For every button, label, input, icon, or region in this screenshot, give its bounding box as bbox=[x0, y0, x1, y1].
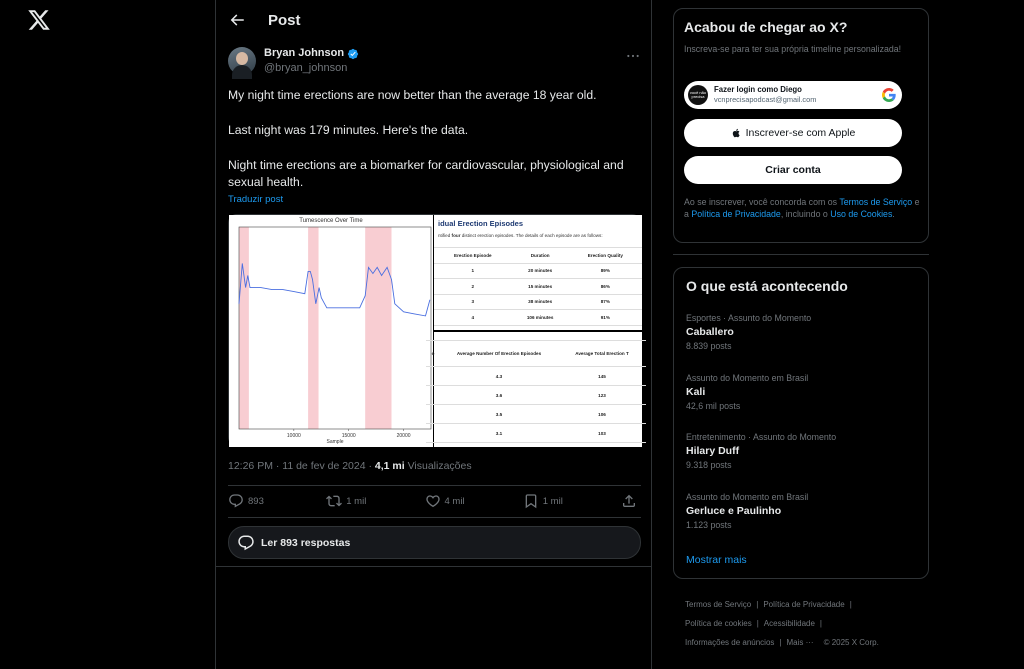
trends-title: O que está acontecendo bbox=[686, 278, 848, 294]
trend-name: Kali bbox=[686, 386, 706, 398]
repost-button[interactable] bbox=[326, 493, 386, 509]
table-header: o bbox=[426, 341, 440, 367]
averages-table-panel[interactable] bbox=[431, 332, 642, 447]
author-name[interactable]: Bryan Johnson bbox=[264, 47, 345, 59]
table-row bbox=[434, 279, 642, 295]
terms-of-service-link[interactable]: Termos de Serviço bbox=[839, 197, 913, 207]
cookie-use-link[interactable]: Uso de Cookies bbox=[830, 209, 893, 219]
bookmark-count: 1 mil bbox=[542, 495, 563, 507]
footer-accessibility-link[interactable]: Acessibilidade bbox=[763, 619, 815, 628]
signup-terms bbox=[684, 196, 922, 220]
trend-name: Gerluce e Paulinho bbox=[686, 505, 782, 517]
divider bbox=[216, 566, 651, 567]
terms-text: Ao se inscrever, você concorda com os bbox=[684, 197, 840, 207]
table-header-row bbox=[434, 248, 642, 264]
divider bbox=[228, 485, 641, 486]
episode-highlight-region bbox=[365, 227, 391, 429]
back-arrow-icon[interactable] bbox=[228, 11, 246, 29]
table-cell: 3.1 bbox=[440, 424, 558, 443]
episode-highlight-region bbox=[308, 227, 318, 429]
table-header: Average Number Of Erection Episodes bbox=[440, 341, 558, 367]
sidebar-divider bbox=[673, 254, 929, 255]
post-author bbox=[228, 46, 641, 76]
episodes-table-desc bbox=[438, 233, 603, 238]
table-header: Erection Episode bbox=[434, 248, 512, 264]
trend-item[interactable] bbox=[686, 372, 916, 412]
google-account-text bbox=[714, 85, 816, 105]
table-header: Duration bbox=[512, 248, 569, 264]
episodes-table-title: idual Erection Episodes bbox=[438, 219, 524, 228]
table-cell: 20 minutes bbox=[512, 263, 569, 279]
chart-title: Tumescence Over Time bbox=[299, 218, 363, 224]
table-cell: 89% bbox=[569, 263, 642, 279]
table-cell bbox=[426, 386, 440, 405]
x-tick-label: 20000 bbox=[396, 433, 411, 439]
episodes-table-panel[interactable] bbox=[434, 215, 642, 330]
post-paragraph-2: Last night was 179 minutes. Here's the data. bbox=[228, 123, 469, 137]
privacy-policy-link[interactable]: Política de Privacidade bbox=[691, 209, 781, 219]
table-header-row bbox=[426, 341, 646, 367]
table-cell: 103 bbox=[558, 424, 646, 443]
author-handle[interactable]: @bryan_johnson bbox=[264, 62, 348, 74]
trend-item[interactable] bbox=[686, 431, 916, 471]
table-cell: 145 bbox=[558, 367, 646, 386]
table-cell: 91% bbox=[569, 310, 642, 326]
desc-pre: ntified bbox=[438, 233, 452, 238]
reply-count: 893 bbox=[248, 495, 264, 507]
table-cell: 106 bbox=[558, 405, 646, 424]
terms-text: , incluindo o bbox=[780, 209, 831, 219]
episode-highlight-region bbox=[239, 227, 249, 429]
bookmark-icon bbox=[523, 493, 539, 509]
signup-title: Acabou de chegar ao X? bbox=[684, 19, 848, 35]
table-row bbox=[426, 386, 646, 405]
table-row bbox=[426, 424, 646, 443]
author-text bbox=[264, 46, 359, 76]
reply-bubble-icon bbox=[237, 534, 255, 552]
like-button[interactable] bbox=[425, 493, 485, 509]
table-cell: 3.6 bbox=[440, 386, 558, 405]
x-tick-label: 10000 bbox=[286, 433, 301, 439]
chart-frame bbox=[239, 227, 431, 429]
post-actions bbox=[228, 493, 641, 509]
table-row bbox=[426, 367, 646, 386]
table-header: Average Total Erection T bbox=[558, 341, 646, 367]
translate-post-link[interactable]: Traduzir post bbox=[228, 194, 284, 205]
share-icon bbox=[621, 493, 637, 509]
table-cell: 38 minutes bbox=[512, 294, 569, 310]
avatar[interactable] bbox=[228, 47, 256, 75]
apple-signup-button[interactable] bbox=[684, 119, 902, 147]
trend-count: 8.839 posts bbox=[686, 341, 732, 351]
page-title: Post bbox=[268, 11, 301, 29]
footer-cookies-link[interactable]: Política de cookies bbox=[685, 619, 752, 628]
like-count: 4 mil bbox=[444, 495, 465, 507]
x-logo-icon[interactable] bbox=[27, 8, 51, 32]
create-account-button[interactable]: Criar conta bbox=[684, 156, 902, 184]
footer-ads-link[interactable]: Informações de anúncios bbox=[685, 638, 775, 647]
post-paragraph-1: My night time erections are now better than the average 18 year old. bbox=[228, 88, 597, 102]
averages-table bbox=[426, 340, 646, 443]
table-cell: 4 bbox=[434, 310, 512, 326]
repost-count: 1 mil bbox=[346, 495, 367, 507]
google-account-email: vcnprecisapodcast@gmail.com bbox=[714, 95, 817, 104]
table-cell: 87% bbox=[569, 294, 642, 310]
table-cell: 123 bbox=[558, 386, 646, 405]
trend-name: Caballero bbox=[686, 326, 734, 338]
bookmark-button[interactable] bbox=[523, 493, 583, 509]
desc-bold: four bbox=[451, 233, 461, 238]
trend-context: Esportes · Assunto do Momento bbox=[686, 313, 812, 323]
post-meta bbox=[228, 460, 472, 472]
footer-separator: | bbox=[779, 638, 782, 647]
read-replies-button[interactable] bbox=[228, 526, 641, 559]
footer-copyright: © 2025 X Corp. bbox=[823, 638, 879, 647]
post-header bbox=[216, 0, 651, 40]
footer-separator: | bbox=[819, 619, 822, 628]
trend-context: Assunto do Momento em Brasil bbox=[686, 492, 809, 502]
footer-privacy-link[interactable]: Política de Privacidade bbox=[763, 600, 845, 609]
table-cell bbox=[426, 424, 440, 443]
footer-row bbox=[685, 633, 925, 652]
table-cell: 4.3 bbox=[440, 367, 558, 386]
table-cell: 15 minutes bbox=[512, 279, 569, 295]
x-tick-label: 15000 bbox=[341, 433, 356, 439]
verified-badge-icon bbox=[347, 48, 359, 60]
table-row bbox=[426, 405, 646, 424]
footer-more-link[interactable]: Mais ··· bbox=[786, 638, 814, 647]
trend-item[interactable] bbox=[686, 312, 916, 352]
apple-signup-label: Inscrever-se com Apple bbox=[745, 127, 856, 139]
footer-separator: | bbox=[756, 619, 759, 628]
terms-text: . bbox=[892, 209, 895, 219]
desc-post: distinct erection episodes. The details of each episode are as follows: bbox=[460, 233, 603, 238]
trend-context: Entretenimento · Assunto do Momento bbox=[686, 432, 837, 442]
trend-count: 1.123 posts bbox=[686, 520, 732, 530]
post-timestamp[interactable]: 12:26 PM · 11 de fev de 2024 · bbox=[228, 460, 375, 472]
share-button[interactable] bbox=[621, 493, 641, 509]
footer-separator: | bbox=[756, 600, 759, 609]
left-nav bbox=[0, 0, 215, 669]
footer-terms-link[interactable]: Termos de Serviço bbox=[685, 600, 752, 609]
x-axis-label: Sample bbox=[326, 439, 344, 445]
views-label: Visualizações bbox=[404, 460, 472, 472]
table-cell: 2 bbox=[434, 279, 512, 295]
footer-row bbox=[685, 595, 925, 614]
terms-text: e a bbox=[684, 197, 920, 219]
more-options-icon[interactable] bbox=[625, 48, 641, 64]
trend-count: 42,6 mil posts bbox=[686, 401, 741, 411]
footer bbox=[685, 595, 925, 652]
trend-context: Assunto do Momento em Brasil bbox=[686, 373, 809, 383]
repost-icon bbox=[326, 493, 342, 509]
heart-icon bbox=[425, 493, 441, 509]
signup-subtitle: Inscreva-se para ter sua própria timeline personalizada! bbox=[684, 44, 902, 54]
reply-button[interactable] bbox=[228, 493, 288, 509]
google-logo-icon bbox=[882, 88, 896, 102]
footer-separator: | bbox=[849, 600, 852, 609]
table-cell: 3 bbox=[434, 294, 512, 310]
divider bbox=[228, 517, 641, 518]
tumescence-series-line bbox=[239, 263, 430, 316]
table-row bbox=[434, 294, 642, 310]
post-media[interactable] bbox=[228, 214, 641, 446]
table-cell bbox=[426, 367, 440, 386]
table-cell: 86% bbox=[569, 279, 642, 295]
author-name-row bbox=[264, 46, 359, 61]
trend-count: 9.318 posts bbox=[686, 460, 732, 470]
table-header: Erection Quality bbox=[569, 248, 642, 264]
table-row bbox=[434, 263, 642, 279]
apple-logo-icon bbox=[731, 127, 742, 139]
signup-card bbox=[673, 8, 929, 243]
google-login-button[interactable] bbox=[684, 81, 902, 109]
table-row bbox=[434, 310, 642, 326]
table-cell bbox=[426, 405, 440, 424]
table-cell: 1 bbox=[434, 263, 512, 279]
trend-item[interactable] bbox=[686, 491, 916, 531]
views-count: 4,1 mi bbox=[374, 460, 405, 472]
tumescence-chart-svg bbox=[229, 215, 433, 447]
post-paragraph-3: Night time erections are a biomarker for cardiovascular, physiological and sexual health. bbox=[228, 158, 624, 189]
trends-card bbox=[673, 267, 929, 579]
show-more-link[interactable]: Mostrar mais bbox=[686, 554, 747, 566]
table-cell: 106 minutes bbox=[512, 310, 569, 326]
reply-icon bbox=[228, 493, 244, 509]
google-account-name: Fazer login como Diego bbox=[714, 85, 802, 94]
trend-name: Hilary Duff bbox=[686, 445, 740, 457]
episodes-table bbox=[434, 247, 642, 326]
read-replies-label: Ler 893 respostas bbox=[261, 536, 351, 549]
footer-row bbox=[685, 614, 925, 633]
google-account-avatar: você não precisa bbox=[688, 85, 708, 105]
table-cell: 3.5 bbox=[440, 405, 558, 424]
post-text bbox=[228, 87, 638, 191]
tumescence-chart[interactable] bbox=[229, 215, 433, 447]
main-column bbox=[215, 0, 652, 669]
